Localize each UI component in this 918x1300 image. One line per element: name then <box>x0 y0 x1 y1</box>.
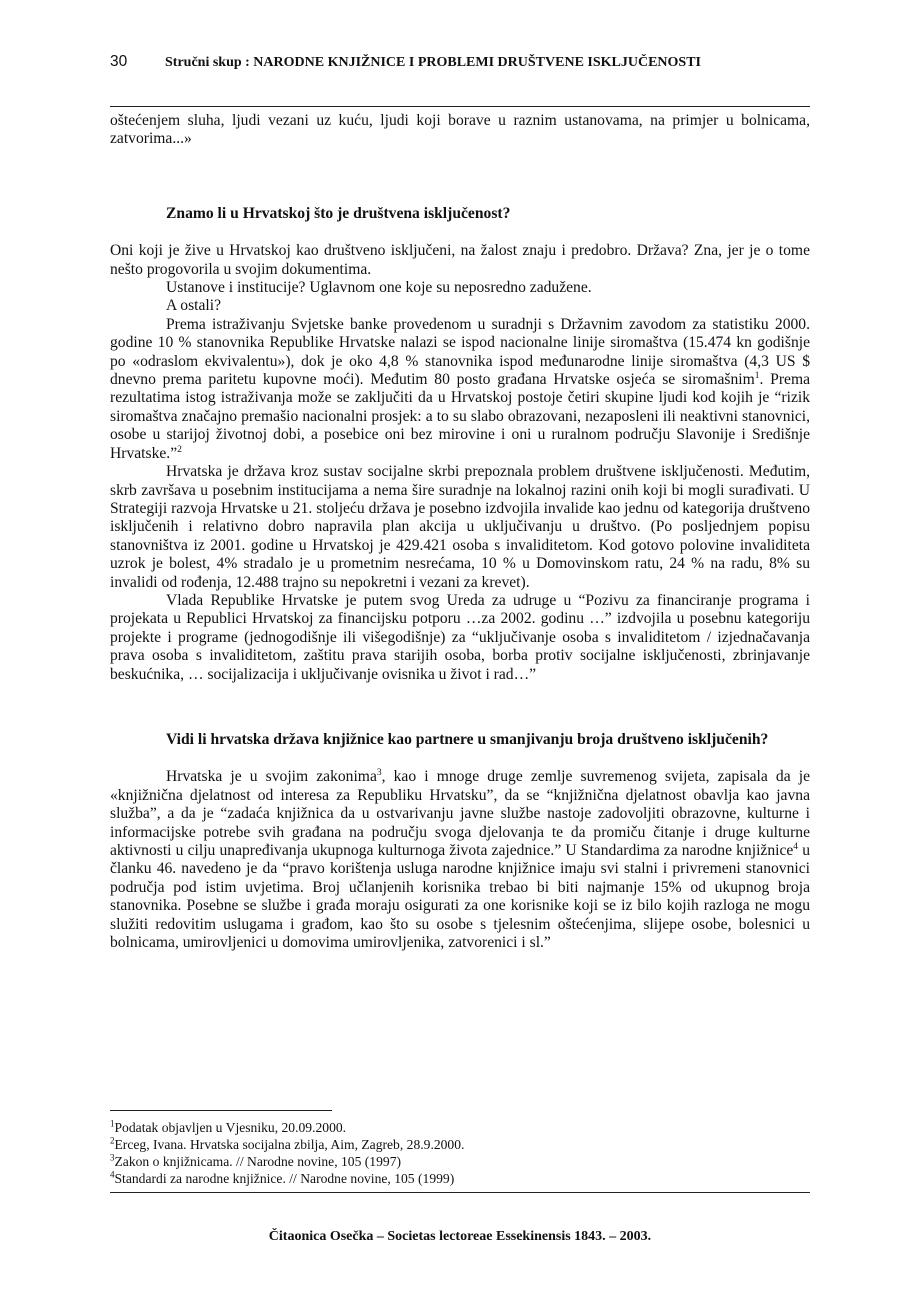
paragraph-6: Vlada Republike Hrvatske je putem svog Ureda za udruge u “Pozivu za financiranje programa i projekata u Republici Hrvatskoj za financijsku potporu …za 2002. godinu …” izdvojila u posebnu kategoriju projekte i programe (jednogodišnje ili višegodišnje) za “uključivanje osoba s invaliditetom / izjednačavanja prava osoba s invaliditetom, zaštitu prava starijih osoba, borba protiv socijalne isključenosti, zbrinjavanje beskućnika, … socijalizacija i uključivanje ovisnika u život i rad…” <box>110 591 810 683</box>
footnote-text: Erceg, Ivana. Hrvatska socijalna zbilja, Aim, Zagreb, 28.9.2000. <box>114 1137 465 1152</box>
footnote-3 <box>110 1153 810 1170</box>
section-heading-1: Znamo li u Hrvatskoj što je društvena isključenost? <box>166 204 511 222</box>
paragraph-1: Oni koji je žive u Hrvatskoj kao društveno isključeni, na žalost znaju i predobro. Država? Zna, jer je o tome nešto progovorila u svojim dokumentima. <box>110 242 810 278</box>
page-number: 30 <box>110 53 128 70</box>
paragraph-7-text-a: Hrvatska je u svojim zakonima <box>166 768 377 786</box>
section-heading-2: Vidi li hrvatska država knjižnice kao partnere u smanjivanju broja društveno isključenih? <box>166 730 769 748</box>
page-footer: Čitaonica Osečka – Societas lectoreae Essekinensis 1843. – 2003. <box>268 1229 652 1244</box>
footnote-text: Zakon o knjižnicama. // Narodne novine, 105 (1997) <box>114 1154 402 1169</box>
page-header <box>110 53 810 77</box>
footnote-number: 1 <box>110 1118 115 1129</box>
header-divider <box>110 106 810 107</box>
running-title: Stručni skup : NARODNE KNJIŽNICE I PROBLEMI DRUŠTVENE ISKLJUČENOSTI <box>165 55 701 70</box>
footnote-2 <box>110 1136 810 1153</box>
footnote-ref-4: 4 <box>793 841 799 852</box>
paragraph-7 <box>110 768 810 952</box>
main-text <box>110 112 810 952</box>
paragraph-2: Ustanove i institucije? Uglavnom one koje su neposredno zadužene. <box>166 279 592 297</box>
paragraph-4 <box>110 316 810 463</box>
continuation-paragraph: oštećenjem sluha, ljudi vezani uz kuću, ljudi koji borave u raznim ustanovama, na primjer u bolnicama, zatvorima...» <box>110 112 810 148</box>
footnote-1 <box>110 1119 810 1136</box>
footnote-number: 2 <box>110 1135 115 1146</box>
footnote-number: 4 <box>110 1169 115 1180</box>
footnote-ref-1: 1 <box>754 370 760 381</box>
paragraph-7-text-c: u članku 46. navedeno je da “pravo korištenja usluga narodne knjižnice imaju svi stalni i privremeni stanovnici područja pod istim uvjetima. Broj učlanjenih korisnika trebao bi biti najmanje 15% od ukupnog broja stanovnika. Posebne se službe i građa moraju osigurati za one korisnike koji se iz bilo kojih razloga ne mogu služiti redovitim uslugama i građom, kao što su osobe s tjelesnim oštećenjima, slijepe osobe, bolesnici u bolnicama, umirovljenici u domovima umirovljenika, zatvorenici i sl.” <box>110 842 810 952</box>
paragraph-3: A ostali? <box>166 297 222 315</box>
footnote-text: Podatak objavljen u Vjesniku, 20.09.2000. <box>114 1120 347 1135</box>
paragraph-5: Hrvatska je država kroz sustav socijalne skrbi prepoznala problem društvene isključenosti. Međutim, skrb završava u posebnim institucijama a nema šire suradnje na lokalnoj razini onih koji bi mogli surađivati. U Strategiji razvoja Hrvatske u 21. stoljeću država je posebno izdvojila invalide kao jednu od kategorija društveno isključenih i relativno dobro napravila plan akcija u uključivanju u društvo. (Po posljednjem popisu stanovništva iz 2001. godine u Hrvatskoj je 429.421 osoba s invaliditetom. Kod gotovo polovine invaliditeta uzrok je bolest, 4% stradalo je u prometnim nesrećama, 10 % u Domovinskom ratu, 24 % na radu, 8% su invalidi od rođenja, 12.488 trajno su nepokretni i vezani za krevet). <box>110 463 810 591</box>
footnotes <box>110 1119 810 1187</box>
footnote-number: 3 <box>110 1152 115 1163</box>
paragraph-4-text-a: Prema istraživanju Svjetske banke provedenom u suradnji s Državnim zavodom za statistiku 2000. godine 10 % stanovnika Republike Hrvatske nalazi se ispod nacionalne linije siromaštva (15.474 kn godišnje po «odraslom ekvivalentu»), dok je oko 4,8 % stanovnika ispod međunarodne linije siromaštva (4,3 US $ dnevno prema paritetu kupovne moći). Međutim 80 posto građana Hrvatske osjeća se siromašnim <box>110 315 810 389</box>
footnote-divider <box>110 1110 332 1111</box>
paragraph-7-text-b: , kao i mnoge druge zemlje suvremenog svijeta, zapisala da je «knjižnična djelatnost od interesa za Republiku Hrvatsku”, da se “knjižnična djelatnost obavlja kao javna služba”, a da je “zadaća knjižnica da u ostvarivanju javne službe nastoje zadovoljiti obrazovne, kulturne i informacijske potrebe svih građana na području svoga djelovanja te da promiču čitanje i druge kulturne aktivnosti u cilju unapređivanja ukupnoga kulturnoga života zajednice.” U Standardima za narodne knjižnice <box>110 768 810 859</box>
paragraph-4-text-b: . Prema rezultatima istog istraživanja može se zaključiti da u Hrvatskoj postoje četiri skupine ljudi kod kojih je “rizik siromaštva značajno premašio nacionalni prosjek: a to su slabo obrazovani, nezaposleni ili neaktivni stanovnici, osobe u starijoj životnoj dobi, a posebice oni bez mirovine i oni u ruralnom području Slavonije i Središnje Hrvatske.” <box>110 371 810 462</box>
footnote-text: Standardi za narodne knjižnice. // Narodne novine, 105 (1999) <box>114 1171 455 1186</box>
footnote-ref-3: 3 <box>376 768 382 779</box>
footnote-4 <box>110 1170 810 1187</box>
footnote-ref-2: 2 <box>177 444 182 455</box>
footer-divider <box>110 1192 810 1193</box>
